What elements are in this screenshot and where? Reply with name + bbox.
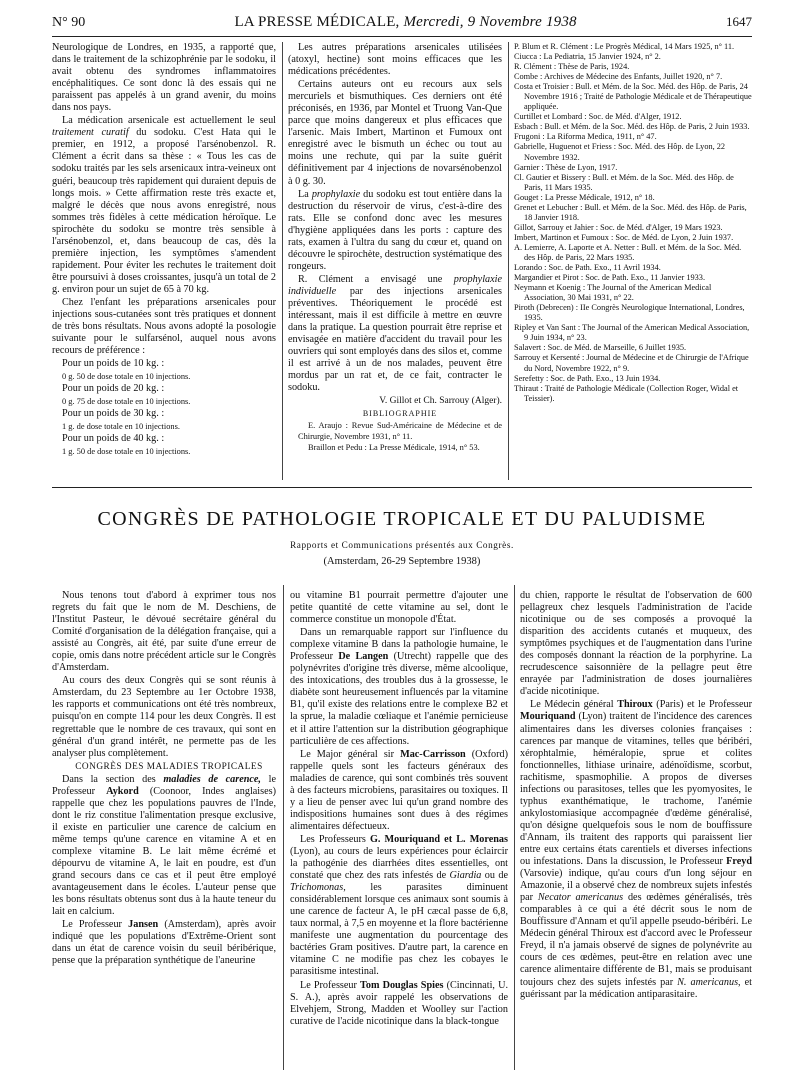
paragraph: Dans un remarquable rapport sur l'influence du complexe vitamine B dans la pathologie humaine, le Professeur De Langen (Utrecht) rappelle que des polynévrites d'origine très diverse, même alcoolique, des intoxications, des troubles dus à la grossesse, le diabète sont heureusement influencés par la vitamine B1, qu'il existe des relations entre le complexe B2 et la sprue, la maladie cœliaque et l'anémie pernicieuse et il attire l'attention sur la distribution géographique particulière de ces affections. [290,627,508,747]
reference-entry: Costa et Troisier : Bull. et Mém. de la Soc. Méd. des Hôp. de Paris, 24 Novembre 1916 ; Traité de Pathologie Médicale et de Thérapeutique appliquée. [514,82,752,112]
reference-entry: P. Blum et R. Clément : Le Progrès Médical, 14 Mars 1925, n° 11. [514,42,735,51]
reference-entry: Esbach : Bull. et Mém. de la Soc. Méd. des Hôp. de Paris, 2 Juin 1933. [514,122,750,132]
dose-value: 1 g. 50 de dose totale en 10 injections. [62,447,191,457]
reference-entry: Margandier et Pirot : Soc. de Path. Exo., 11 Janvier 1933. [514,273,706,283]
dose-weight: Pour un poids de 10 kg. : [62,358,165,370]
journal-name: LA PRESSE MÉDICALE, [234,14,400,30]
reference-entry: Salavert : Soc. de Méd. de Marseille, 6 Juillet 1935. [514,343,687,353]
paragraph: Le Major général sir Mac-Carrisson (Oxford) rappelle quels sont les facteurs généraux des maladies de carence, qui sont combinés très souvent à des facteurs microbiens, parasitaires ou toxiques. Il y a lieu de penser avec lui qu'un grand nombre des indispositions humaines sont dues à des régimes alimentaires défectueux. [290,748,508,832]
paragraph: Au cours des deux Congrès qui se sont réunis à Amsterdam, du 23 Septembre au 1er Octobre 1938, les rapports et communications ont été très nombreux, puisqu'on en compte 114 pour les deux Congrès. Il est regrettable que le nombre de ces travaux, qui sont en général d'un grand intérêt, ne permette pas de les analyser plus complètement. [52,675,276,759]
paragraph: Nous tenons tout d'abord à exprimer tous nos regrets du fait que le nom de M. Deschiens, de l'Institut Pasteur, le dévoué secrétaire général du Comité d'organisation de la délégation française, qui a assisté au Congrès, ait été, par suite d'une erreur de copie, omis dans notre précédent article sur le Congrès d'Amsterdam. [52,590,276,674]
congress-subtitle: Rapports et Communications présentés aux Congrès. [290,540,514,550]
paragraph: Neurologique de Londres, en 1935, a rapporté que, dans le traitement de la schizophrénie par le sodoku, il avait obtenu des syndromes inflammatoires encéphalitiques. Ce sont donc là des essais qui ne paraissent pas appelés à un grand avenir, du moins dans nos pays. [52,42,276,114]
reference-entry: Serefetty : Soc. de Path. Exo., 13 Juin 1934. [514,373,661,383]
reference-entry: Neymann et Koenig : The Journal of the American Medical Association, 30 Mai 1931, n° 22. [514,283,712,303]
page-number: 1647 [725,14,752,29]
paragraph: Le Professeur Jansen (Amsterdam), après avoir indiqué que les populations d'Extrême-Orient sont dans un état de carence voisin du seuil béribérique, pense que la préparation synthétique de l'aneurine [52,919,276,967]
section-heading: CONGRÈS DES MALADIES TROPICALES [75,761,263,772]
dose-weight: Pour un poids de 30 kg. : [62,408,165,420]
bottom-column-1 [52,590,276,1070]
dose-weight: Pour un poids de 20 kg. : [62,383,165,395]
reference-entry: R. Clément : Thèse de Paris, 1924. [514,62,630,72]
reference-entry: Ciucca : La Pediatria, 15 Janvier 1924, n° 2. [514,52,661,62]
section-rule [52,487,752,488]
reference-entry: Combe : Archives de Médecine des Enfants, Juillet 1920, n° 7. [514,72,723,82]
bibliography-title: BIBLIOGRAPHIE [362,409,438,419]
top-column-1 [52,42,276,482]
dose-weight: Pour un poids de 40 kg. : [62,433,165,445]
bottom-column-3 [520,590,752,1070]
reference-entry: Garnier : Thèse de Lyon, 1917. [514,162,618,172]
paragraph: La médication arsenicale est actuellement le seul traitement curatif du sodoku. C'est Hata qui le premier, en 1912, a proposé l'arsénobenzol. R. Clément a écrit dans sa thèse : « Tous les cas de sodoku traités par les sels arsenicaux intra-veineux ont guéri, beaucoup très rapidement qui duraient depuis de longs mois. » Cette affirmation reste très exacte et, malgré le décès que nous avons enregistré, nous sommes très fidèles à cette médication héroïque. Le spirochète du sodoku se montre très sensible à l'arsénobenzol, et, dans beaucoup de cas, dès la première injection, les symptômes s'amendent rapidement. Pour éviter les rechutes le traitement doit être poursuivi à doses croissantes, jusqu'à un total de 2 g. environ pour un sujet de 65 à 70 kg. [52,115,276,295]
issue-number: N° 90 [52,15,86,30]
paragraph: Les Professeurs G. Mouriquand et L. Morenas (Lyon), au cours de leurs expériences pour éclaircir la pathogénie des diarrhées dites essentielles, ont constaté que chez des rats infestés de Giardia ou de Trichomonas, les parasites diminuent considérablement lorsque ces animaux sont soumis à une carence de facteur A, le pH cæcal passe de 6,8, taux normal, à 7,5 en moyenne et la flore bactérienne manifeste une augmentation du pourcentage des bactéries Gram positives. D'autre part, la carence en vitamine C ne modifie pas chez les cobayes le parasitisme intestinal. [290,833,508,978]
column-divider [508,42,509,480]
reference-entry: A. Lemierre, A. Laporte et A. Netter : Bull. et Mém. de la Soc. Méd. des Hôp. de Paris, 22 Mars 1935. [514,242,742,262]
reference-entry: Gabrielle, Huguenot et Friess : Soc. Méd. des Hôp. de Lyon, 22 Novembre 1932. [514,142,726,162]
reference-entry: Sarrouy et Kersenté : Journal de Médecine et de Chirurgie de l'Afrique du Nord, Novembre 1922, n° 9. [514,353,749,373]
column-divider [283,585,284,1070]
paragraph: Les autres préparations arsenicales utilisées (atoxyl, hectine) sont moins efficaces que les médications précédentes. [288,42,502,78]
dose-value: 0 g. 75 de dose totale en 10 injections. [62,397,191,407]
congress-title-block [52,508,752,567]
reference-entry: Piroth (Debrecen) : IIe Congrès Neurologique International, Londres, 1935. [514,303,745,323]
column-divider [514,585,515,1070]
reference-entry: Cl. Gautier et Bissery : Bull. et Mém. de la Soc. Méd. des Hôp. de Paris, 11 Mars 1935. [514,172,734,192]
bottom-column-2 [290,590,508,1070]
reference-entry: Frugoni : La Riforma Medica, 1911, n° 47. [514,132,657,142]
header-rule [52,36,752,37]
column-divider [282,42,283,480]
reference-entry: Thiraut : Traité de Pathologie Médicale (Collection Roger, Widal et Teissier). [514,383,739,403]
reference-entry: Curtillet et Lombard : Soc. de Méd. d'Alger, 1912. [514,112,682,122]
issue-date: Mercredi, 9 Novembre 1938 [403,14,577,30]
paragraph: Le Médecin général Thiroux (Paris) et le Professeur Mouriquand (Lyon) traitent de l'incidence des carences alimentaires dans les diverses colonies françaises : carences par manque de vitamines, telles que béribéri, xérophtalmie, héméralopie, sprue et colites fonctionnelles, lithiase urinaire, adénoïdisme, scorbut, rachitisme, spasmophilie. A propos de diverses infections ou parasitoses, telles que les pyomyosites, le typhus exanthématique, le trachome, l'anémie ankylostomiasique accompagnée d'œdème généralisé, qu'on désigne quelquefois sous le nom de bouffissure d'Annam, ils traitent des rapports qui paraissent lier entre eux certains états carentiels et diverses infections ou infestations. Dans la discussion, le Professeur Freyd (Varsovie) indique, qu'au cours d'un long séjour en Amazonie, il a observé chez de nombreux sujets infestés par Necator americanus des œdèmes généralisés, très comparables à ce qui a été décrit sous le nom de Bouffissure d'Annam et qu'il appelle pseudo-béribéri. Le Médecin général Thiroux est d'accord avec le Professeur Freyd, il n'a jamais observé de signes de polynévrite au cours de ces œdèmes, peut-être en relation avec une carence alimentaire différente de B1, mais se produisant toujours chez des sujets infestés par N. americanus, et guérissant par la médication antiparasitaire. [520,699,752,1000]
reference-list [514,42,752,404]
reference-entry: Grenet et Lebucher : Bull. et Mém. de la Soc. Méd. des Hôp. de Paris, 18 Janvier 1918. [514,202,747,222]
journal-title-line [234,14,576,31]
dose-value: 1 g. de dose totale en 10 injections. [62,422,180,432]
top-column-3-references [514,42,752,482]
bibliography-entry: Braillon et Pedu : La Presse Médicale, 1914, n° 53. [308,442,480,452]
paragraph: ou vitamine B1 pourrait permettre d'ajouter une petite quantité de cette vitamine au sel, dont le commerce constitue un monopole d'État. [290,590,508,626]
paragraph: Certains auteurs ont eu recours aux sels mercuriels et bismuthiques. Ces derniers ont été préconisés, en 1936, par Montel et Truong Van-Que parce que moins dangereux et plus efficaces que l'arsenic. Mais Imbert, Martinon et Fumoux ont enregistré avec le bismuth un échec ou tout au moins une rechute, qui par la suite guérit définitivement par 4 injections de novarsénobenzol à 0 g. 30. [288,79,502,187]
reference-entry: Lorando : Soc. de Path. Exo., 11 Avril 1934. [514,263,661,273]
paragraph: R. Clément a envisagé une prophylaxie individuelle par des injections arsenicales préventives. Théoriquement le procédé est intéressant, mais il est difficile à mettre en œuvre dans la pratique. La question pourrait être reprise et envisagée en matière d'accident du travail pour les ouvriers qui sont employés dans des silos et, comme il est arrivé à un de nos malades, peuvent être mordus par un rat et, de ce fait, contracter le sodoku. [288,273,502,394]
congress-place-date: (Amsterdam, 26-29 Septembre 1938) [323,556,481,567]
dose-value: 0 g. 50 de dose totale en 10 injections. [62,372,191,382]
reference-entry: Imbert, Martinon et Fumoux : Soc. de Méd. de Lyon, 2 Juin 1937. [514,232,734,242]
author-signature: V. Gillot et Ch. Sarrouy (Alger). [379,396,502,407]
page-header [52,14,752,36]
paragraph: La prophylaxie du sodoku est tout entière dans la destruction du réservoir de virus, c'est-à-dire des rats. Elle se confond donc avec les mesures d'hygiène appliquées dans les ports : capture des rats, examen à l'ultra du sang du cœur et, quand on découvre le spirochète, destruction systématique des rongeurs. [288,188,502,272]
reference-entry: Gillot, Sarrouy et Jahier : Soc. de Méd. d'Alger, 19 Mars 1923. [514,222,723,232]
paragraph: Le Professeur Tom Douglas Spies (Cincinnati, U. S. A.), après avoir rappelé les observations de Elvehjem, Strong, Madden et Woolley sur l'action curative de l'acide nicotinique dans la black-tongue [290,979,508,1027]
paragraph: Dans la section des maladies de carence, le Professeur Aykord (Coonoor, Indes anglaises) rappelle que chez les populations pauvres de l'Inde, dont le riz constitue l'alimentation presque exclusive, il existe en particulier une carence de calcium en même temps qu'une carence en vitamine A et en complexe vitamine B. Le lait même écrémé et dépourvu de vitamine A, le lait en poudre, est d'un grand secours dans ce cas et il peut être employé avantageusement dans le écoles. L'auteur pense que les bons résultats obtenus sont dus à la haute teneur du lait en calcium. [52,773,276,918]
paragraph: Chez l'enfant les préparations arsenicales pour injections sous-cutanées sont très pratiques et donnent de très bons résultats. Nous avons adopté la posologie suivante pour le sulfarsénol, auquel nous avons recours de préférence : [52,296,276,357]
paragraph: du chien, rapporte le résultat de l'observation de 600 pellagreux chez lesquels l'administration de l'acide nicotinique ou de ses composés a provoqué la disparition des accidents cutanés et muqueux, des symptômes psychiques et de l'augmentation dans l'urine des composés donnant la réaction de la porphyrine. La recrudescence saisonnière de la pellagre peut être enrayée par l'administration de doses journalières d'acide nicotinique. [520,590,752,698]
reference-entry: Ripley et Van Sant : The Journal of the American Medical Association, 9 Juin 1934, n° 23. [514,323,750,343]
top-column-2 [288,42,502,482]
bibliography-entry: E. Araujo : Revue Sud-Américaine de Médecine et de Chirurgie, Novembre 1931, n° 11. [298,421,502,441]
congress-title: CONGRÈS DE PATHOLOGIE TROPICALE ET DU PALUDISME [97,508,707,530]
reference-entry: Gouget : La Presse Médicale, 1912, n° 18. [514,192,655,202]
